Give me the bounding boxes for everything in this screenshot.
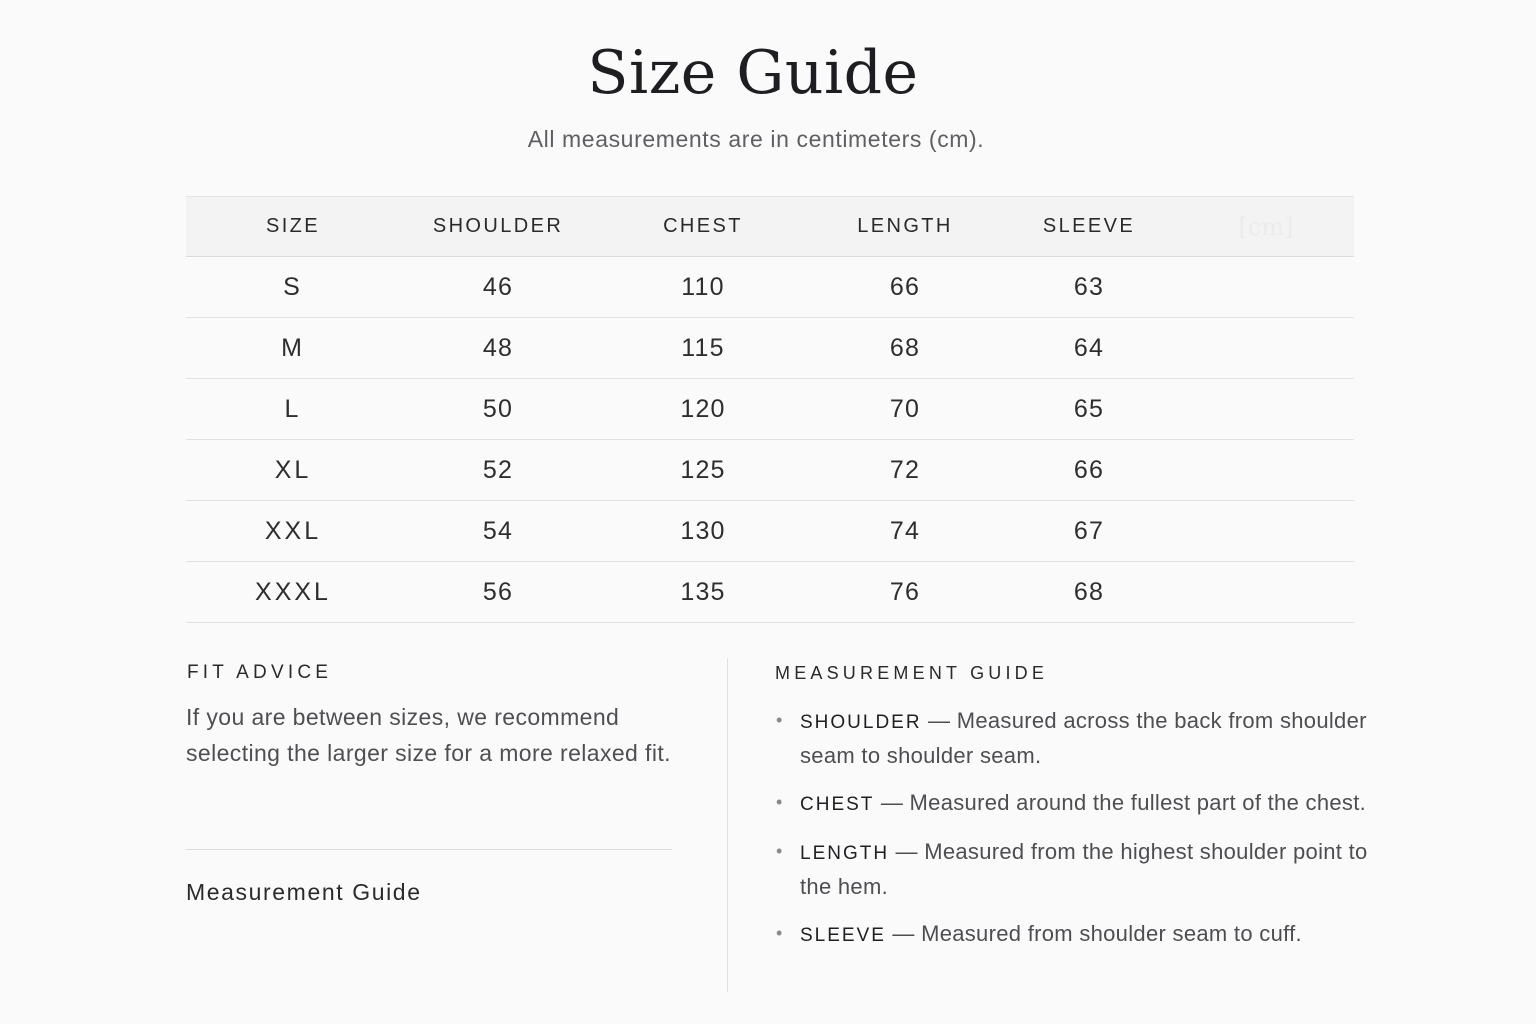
fit-advice-heading: FIT ADVICE — [187, 662, 333, 683]
table-row — [186, 257, 1354, 318]
table-row — [186, 440, 1354, 501]
length-cell: 74 — [810, 501, 1000, 562]
list-item — [776, 917, 1396, 952]
column-header-chest: CHEST — [596, 197, 810, 257]
table-row — [186, 379, 1354, 440]
measurement-guide-heading: MEASUREMENT GUIDE — [775, 663, 1049, 683]
term-separator: — — [889, 839, 925, 864]
chest-cell: 110 — [596, 257, 810, 318]
sleeve-cell: 67 — [1000, 501, 1178, 562]
list-item — [776, 704, 1396, 772]
measurement-description: Measured around the fullest part of the chest. — [909, 790, 1367, 815]
unit-watermark: [cm] — [1238, 212, 1294, 241]
fit-advice-text: If you are between sizes, we recommend selecting the larger size for a more relaxed fit. — [186, 704, 671, 766]
empty-cell — [1178, 257, 1354, 318]
size-cell: XL — [186, 440, 400, 501]
measurement-term: LENGTH — [800, 843, 890, 864]
shoulder-cell: 50 — [400, 379, 596, 440]
empty-cell — [1178, 562, 1354, 623]
sleeve-cell: 68 — [1000, 562, 1178, 623]
measurement-description: Measured from shoulder seam to cuff. — [921, 921, 1302, 946]
shoulder-cell: 56 — [400, 562, 596, 623]
term-separator: — — [921, 708, 957, 733]
list-item — [776, 786, 1396, 821]
shoulder-cell: 52 — [400, 440, 596, 501]
size-cell: M — [186, 318, 400, 379]
chest-cell: 125 — [596, 440, 810, 501]
units-note: All measurements are in centimeters (cm). — [527, 126, 985, 152]
size-cell: XXXL — [186, 562, 400, 623]
length-cell: 72 — [810, 440, 1000, 501]
sleeve-cell: 65 — [1000, 379, 1178, 440]
page-title: Size Guide — [587, 38, 919, 108]
measurement-term: CHEST — [800, 794, 875, 815]
length-cell: 66 — [810, 257, 1000, 318]
size-cell: L — [186, 379, 400, 440]
term-separator: — — [874, 790, 910, 815]
size-cell: XXL — [186, 501, 400, 562]
measurement-term: SHOULDER — [800, 712, 922, 733]
measurement-description: Measured from the highest shoulder point to the hem. — [800, 839, 1368, 899]
term-separator: — — [885, 921, 922, 946]
chest-cell: 115 — [596, 318, 810, 379]
empty-cell — [1178, 501, 1354, 562]
column-header-unit — [1178, 197, 1354, 257]
list-item — [776, 835, 1396, 903]
length-cell: 68 — [810, 318, 1000, 379]
chest-cell: 130 — [596, 501, 810, 562]
chest-cell: 135 — [596, 562, 810, 623]
table-row — [186, 562, 1354, 623]
size-cell: S — [186, 257, 400, 318]
table-header-row — [186, 197, 1354, 257]
bullet-icon: • — [776, 841, 783, 861]
shoulder-cell: 48 — [400, 318, 596, 379]
column-divider — [727, 658, 728, 992]
shoulder-cell: 46 — [400, 257, 596, 318]
column-header-size: SIZE — [186, 197, 400, 257]
bullet-icon: • — [776, 710, 783, 730]
table-row — [186, 501, 1354, 562]
sleeve-cell: 66 — [1000, 440, 1178, 501]
column-header-shoulder: SHOULDER — [400, 197, 596, 257]
table-row — [186, 318, 1354, 379]
sleeve-cell: 63 — [1000, 257, 1178, 318]
empty-cell — [1178, 318, 1354, 379]
measurement-description: Measured across the back from shoulder seam to shoulder seam. — [800, 708, 1367, 768]
measurement-term: SLEEVE — [800, 925, 886, 946]
length-cell: 70 — [810, 379, 1000, 440]
empty-cell — [1178, 440, 1354, 501]
chest-cell: 120 — [596, 379, 810, 440]
column-header-length: LENGTH — [810, 197, 1000, 257]
size-table — [186, 196, 1354, 623]
column-header-sleeve: SLEEVE — [1000, 197, 1178, 257]
empty-cell — [1178, 379, 1354, 440]
bullet-icon: • — [776, 923, 783, 943]
shoulder-cell: 54 — [400, 501, 596, 562]
length-cell: 76 — [810, 562, 1000, 623]
measurement-guide-list — [776, 704, 1396, 966]
measurement-guide-link[interactable]: Measurement Guide — [186, 879, 422, 905]
sleeve-cell: 64 — [1000, 318, 1178, 379]
section-divider — [186, 849, 672, 850]
bullet-icon: • — [776, 792, 783, 812]
